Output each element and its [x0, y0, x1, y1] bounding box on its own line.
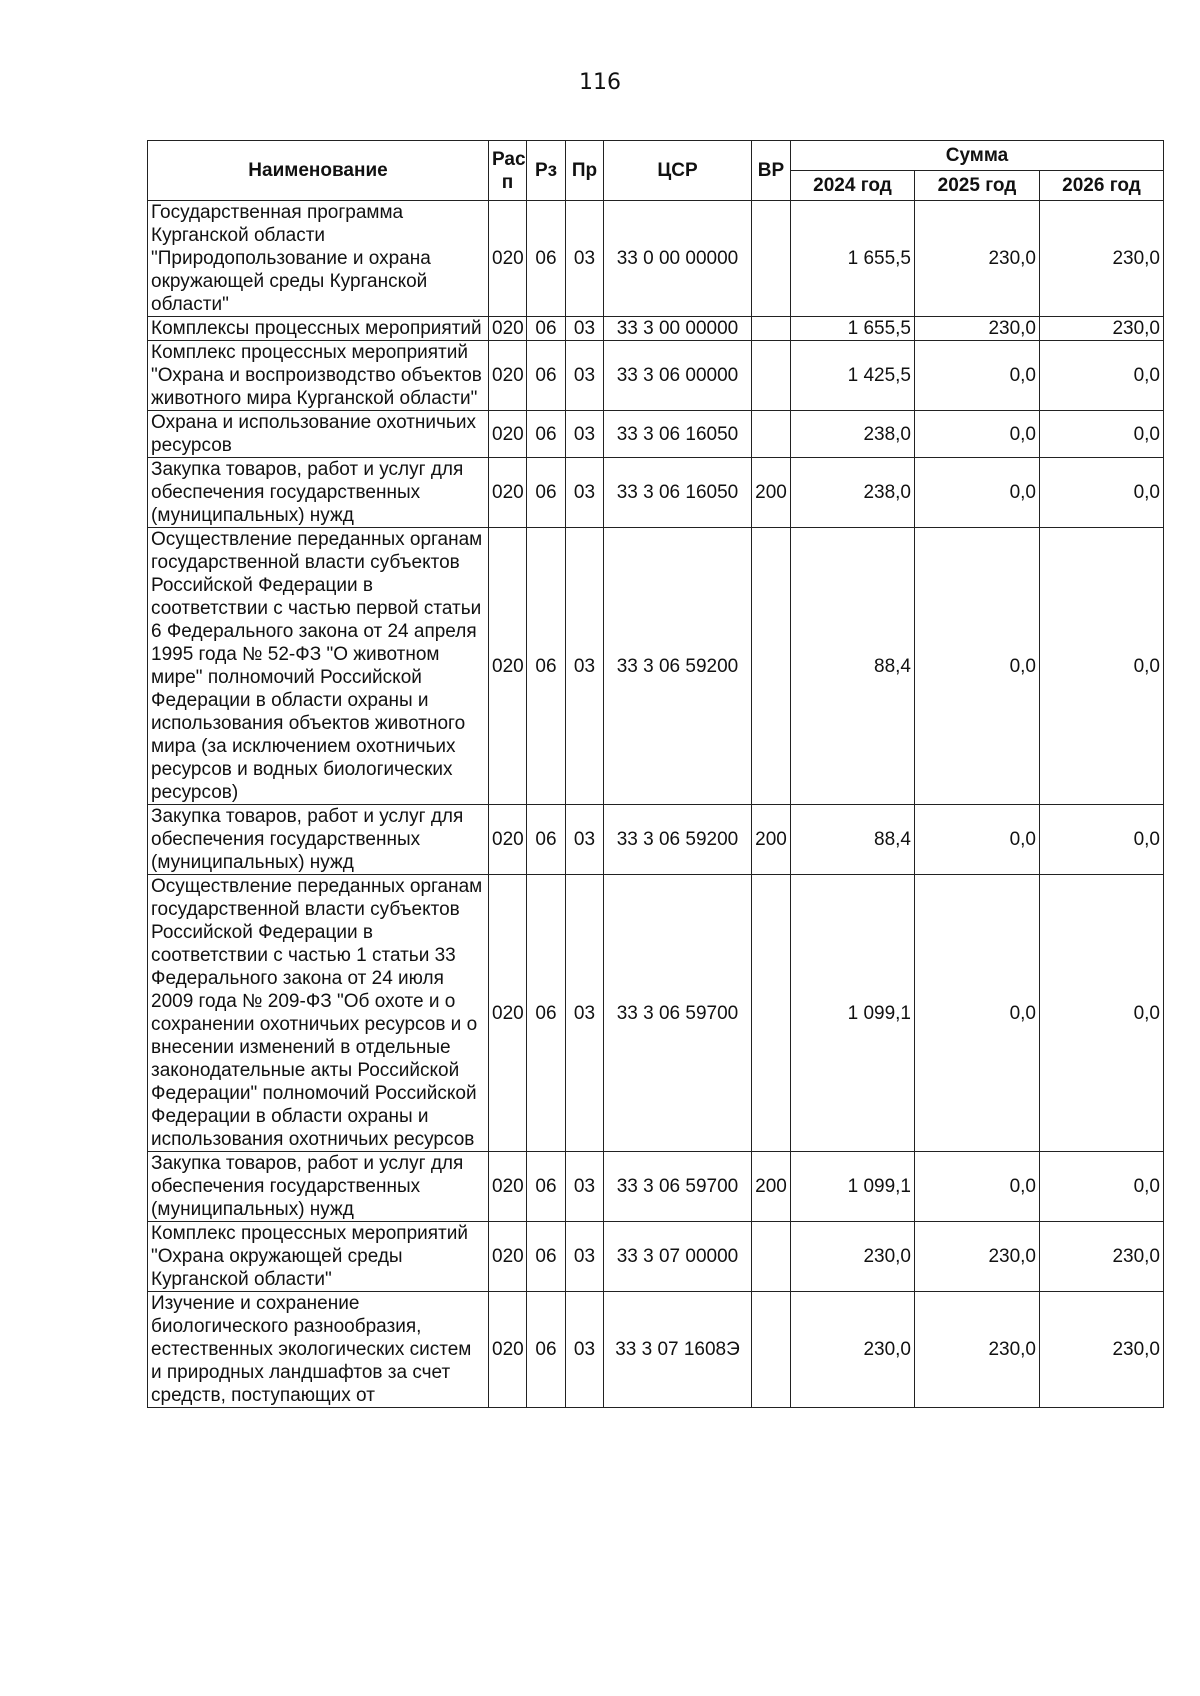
row-rasp: 020: [489, 411, 527, 458]
row-pr: 03: [566, 528, 604, 805]
row-vr: [752, 341, 791, 411]
row-rz: 06: [527, 458, 566, 528]
row-csr: 33 3 06 59700: [604, 875, 752, 1152]
row-csr: 33 3 06 16050: [604, 458, 752, 528]
row-sum-2025: 0,0: [915, 805, 1040, 875]
table-row: [148, 201, 1164, 317]
table-row: [148, 1152, 1164, 1222]
row-pr: 03: [566, 317, 604, 341]
table-row: [148, 805, 1164, 875]
row-rz: 06: [527, 1292, 566, 1408]
row-sum-2026: 230,0: [1040, 317, 1164, 341]
header-2024: 2024 год: [791, 171, 915, 201]
row-vr: [752, 1222, 791, 1292]
row-sum-2026: 0,0: [1040, 805, 1164, 875]
row-name: Осуществление переданных органам государственной власти субъектов Российской Федерации в соответствии с частью 1 статьи 33 Федерального закона от 24 июля 2009 года № 209-ФЗ "Об охоте и о сохранении охотничьих ресурсов и о внесении изменений в отдельные законодательные акты Российской Федерации" полномочий Российской Федерации в области охраны и использования охотничьих ресурсов: [148, 875, 489, 1152]
row-sum-2026: 0,0: [1040, 411, 1164, 458]
row-sum-2024: 1 099,1: [791, 875, 915, 1152]
row-rasp: 020: [489, 458, 527, 528]
header-name: Наименование: [148, 141, 489, 201]
row-rasp: 020: [489, 875, 527, 1152]
row-pr: 03: [566, 341, 604, 411]
row-sum-2024: 238,0: [791, 458, 915, 528]
row-sum-2024: 230,0: [791, 1292, 915, 1408]
table-row: [148, 341, 1164, 411]
table-row: [148, 317, 1164, 341]
row-csr: 33 3 06 00000: [604, 341, 752, 411]
header-pr: Пр: [566, 141, 604, 201]
row-vr: [752, 411, 791, 458]
row-vr: 200: [752, 458, 791, 528]
row-sum-2024: 88,4: [791, 805, 915, 875]
row-sum-2024: 1 425,5: [791, 341, 915, 411]
row-rz: 06: [527, 805, 566, 875]
row-rasp: 020: [489, 1222, 527, 1292]
row-rz: 06: [527, 528, 566, 805]
row-sum-2026: 0,0: [1040, 458, 1164, 528]
row-rz: 06: [527, 317, 566, 341]
row-name: Осуществление переданных органам государственной власти субъектов Российской Федерации в соответствии с частью первой статьи 6 Федерального закона от 24 апреля 1995 года № 52-ФЗ "О животном мире" полномочий Российской Федерации в области охраны и использования объектов животного мира (за исключением охотничьих ресурсов и водных биологических ресурсов): [148, 528, 489, 805]
row-sum-2026: 0,0: [1040, 875, 1164, 1152]
row-rasp: 020: [489, 805, 527, 875]
row-sum-2025: 0,0: [915, 341, 1040, 411]
row-sum-2026: 0,0: [1040, 1152, 1164, 1222]
row-rasp: 020: [489, 1292, 527, 1408]
row-sum-2025: 0,0: [915, 1152, 1040, 1222]
row-sum-2024: 230,0: [791, 1222, 915, 1292]
row-sum-2026: 230,0: [1040, 201, 1164, 317]
row-csr: 33 3 06 59200: [604, 528, 752, 805]
row-name: Государственная программа Курганской области "Природопользование и охрана окружающей среды Курганской области": [148, 201, 489, 317]
row-rasp: 020: [489, 528, 527, 805]
row-sum-2025: 0,0: [915, 458, 1040, 528]
budget-table: [147, 140, 1164, 1408]
row-csr: 33 3 06 59200: [604, 805, 752, 875]
row-vr: [752, 875, 791, 1152]
row-sum-2025: 230,0: [915, 201, 1040, 317]
row-sum-2025: 230,0: [915, 1222, 1040, 1292]
header-2025: 2025 год: [915, 171, 1040, 201]
row-name: Комплекс процессных мероприятий "Охрана окружающей среды Курганской области": [148, 1222, 489, 1292]
row-rz: 06: [527, 341, 566, 411]
row-vr: [752, 1292, 791, 1408]
table-row: [148, 1222, 1164, 1292]
header-rasp: Рас п: [489, 141, 527, 201]
row-sum-2026: 230,0: [1040, 1222, 1164, 1292]
row-sum-2025: 230,0: [915, 1292, 1040, 1408]
row-pr: 03: [566, 1222, 604, 1292]
row-rasp: 020: [489, 341, 527, 411]
row-sum-2025: 0,0: [915, 411, 1040, 458]
row-name: Комплексы процессных мероприятий: [148, 317, 489, 341]
row-sum-2024: 1 099,1: [791, 1152, 915, 1222]
table-row: [148, 458, 1164, 528]
row-sum-2025: 0,0: [915, 528, 1040, 805]
page-number: 116: [579, 70, 621, 95]
row-pr: 03: [566, 458, 604, 528]
header-vr: ВР: [752, 141, 791, 201]
row-sum-2026: 230,0: [1040, 1292, 1164, 1408]
table-row: [148, 1292, 1164, 1408]
row-rz: 06: [527, 411, 566, 458]
header-rz: Рз: [527, 141, 566, 201]
row-rz: 06: [527, 1222, 566, 1292]
row-name: Закупка товаров, работ и услуг для обеспечения государственных (муниципальных) нужд: [148, 805, 489, 875]
row-pr: 03: [566, 1152, 604, 1222]
row-vr: 200: [752, 805, 791, 875]
row-vr: [752, 317, 791, 341]
row-sum-2024: 238,0: [791, 411, 915, 458]
row-sum-2026: 0,0: [1040, 528, 1164, 805]
header-sum: Сумма: [791, 141, 1164, 171]
row-name: Комплекс процессных мероприятий "Охрана и воспроизводство объектов животного мира Курганской области": [148, 341, 489, 411]
row-name: Закупка товаров, работ и услуг для обеспечения государственных (муниципальных) нужд: [148, 1152, 489, 1222]
row-csr: 33 3 06 59700: [604, 1152, 752, 1222]
row-pr: 03: [566, 805, 604, 875]
row-sum-2024: 1 655,5: [791, 201, 915, 317]
header-2026: 2026 год: [1040, 171, 1164, 201]
row-rasp: 020: [489, 201, 527, 317]
row-name: Охрана и использование охотничьих ресурсов: [148, 411, 489, 458]
row-csr: 33 3 00 00000: [604, 317, 752, 341]
row-vr: [752, 201, 791, 317]
row-sum-2025: 0,0: [915, 875, 1040, 1152]
row-sum-2024: 88,4: [791, 528, 915, 805]
row-vr: [752, 528, 791, 805]
row-rasp: 020: [489, 317, 527, 341]
row-rz: 06: [527, 875, 566, 1152]
row-vr: 200: [752, 1152, 791, 1222]
row-rasp: 020: [489, 1152, 527, 1222]
row-csr: 33 0 00 00000: [604, 201, 752, 317]
row-name: Закупка товаров, работ и услуг для обеспечения государственных (муниципальных) нужд: [148, 458, 489, 528]
table-row: [148, 875, 1164, 1152]
header-csr: ЦСР: [604, 141, 752, 201]
row-pr: 03: [566, 1292, 604, 1408]
table-row: [148, 411, 1164, 458]
row-rz: 06: [527, 201, 566, 317]
row-sum-2026: 0,0: [1040, 341, 1164, 411]
row-csr: 33 3 07 00000: [604, 1222, 752, 1292]
row-sum-2025: 230,0: [915, 317, 1040, 341]
row-pr: 03: [566, 411, 604, 458]
row-csr: 33 3 06 16050: [604, 411, 752, 458]
row-name: Изучение и сохранение биологического разнообразия, естественных экологических систем и природных ландшафтов за счет средств, поступающих от: [148, 1292, 489, 1408]
row-csr: 33 3 07 1608Э: [604, 1292, 752, 1408]
table-row: [148, 528, 1164, 805]
row-sum-2024: 1 655,5: [791, 317, 915, 341]
row-pr: 03: [566, 201, 604, 317]
row-rz: 06: [527, 1152, 566, 1222]
row-pr: 03: [566, 875, 604, 1152]
